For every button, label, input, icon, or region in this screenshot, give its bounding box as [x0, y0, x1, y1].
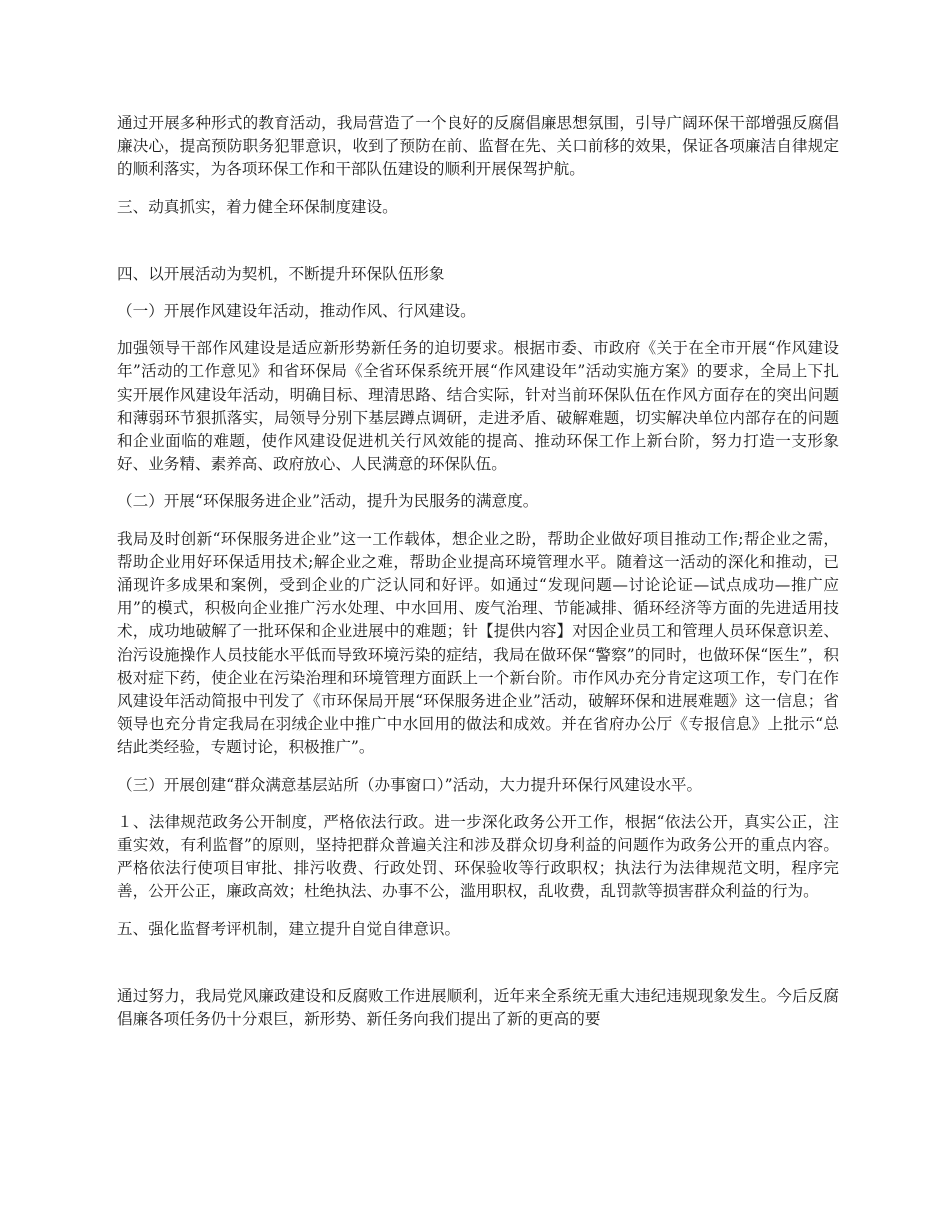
heading-section-five: 五、强化监督考评机制，建立提升自觉自律意识。	[117, 919, 461, 938]
heading-section-three: 三、动真抓实，着力健全环保制度建设。	[117, 197, 398, 216]
paragraph-conclusion: 通过努力，我局党风廉政建设和反腐败工作进展顺利，近年来全系统无重大违纪违规现象发生。今后反腐倡廉各项任务仍十分艰巨，新形势、新任务向我们提出了新的更高的要	[117, 986, 839, 1029]
paragraph-service-enterprise: 我局及时创新“环保服务进企业”这一工作载体，想企业之盼，帮助企业做好项目推动工作;帮企业之需，帮助企业用好环保适用技术;解企业之难，帮助企业提高环境管理水平。随着这一活动的深化和推动，已涌现许多成果和案例，受到企业的广泛认同和好评。如通过“发现问题—讨论论证—试点成功—推广应用”的模式，积极向企业推广污水处理、中水回用、废气治理、节能减排、循环经济等方面的先进适用技术，成功地破解了一批环保和企业进展中的难题；针【提供内容】对因企业员工和管理人员环保意识差、治污设施操作人员技能水平低而导致环境污染的症结，我局在做环保“警察”的同时，也做环保“医生”，积极对症下药，使企业在污染治理和环境管理方面跃上一个新台阶。市作风办充分肯定这项工作，专门在作风建设年活动简报中刊发了《市环保局开展“环保服务进企业”活动，破解环保和进展难题》这一信息；省领导也充分肯定我局在羽绒企业中推广中水回用的做法和成效。并在省府办公厅《专报信息》上批示“总结此类经验，专题讨论，积极推广”。	[117, 529, 839, 757]
paragraph-style-building: 加强领导干部作风建设是适应新形势新任务的迫切要求。根据市委、市政府《关于在全市开展“作风建设年”活动的工作意见》和省环保局《全省环保系统开展“作风建设年”活动实施方案》的要求，全局上下扎实开展作风建设年活动，明确目标、理清思路、结合实际，针对当前环保队伍在作风方面存在的突出问题和薄弱环节狠抓落实，局领导分别下基层蹲点调研，走进矛盾、破解难题，切实解决单位内部存在的问题和企业面临的难题，使作风建设促进机关行风效能的提高、推动环保工作上新台阶，努力打造一支形象好、业务精、素养高、政府放心、人民满意的环保队伍。	[117, 339, 839, 474]
document-body	[117, 112, 839, 1045]
paragraph-education-activities: 通过开展多种形式的教育活动，我局营造了一个良好的反腐倡廉思想氛围，引导广阔环保干部增强反腐倡廉决心，提高预防职务犯罪意识，收到了预防在前、监督在先、关口前移的效果，保证各项廉洁自律规定的顺利落实，为各项环保工作和干部队伍建设的顺利开展保驾护航。	[117, 114, 839, 179]
subheading-service-enterprise: （二）开展“环保服务进企业”活动，提升为民服务的满意度。	[117, 492, 539, 511]
subheading-satisfied-stations: （三）开展创建“群众满意基层站所（办事窗口）”活动，大力提升环保行风建设水平。	[117, 775, 703, 794]
paragraph-law-disclosure: １、法律规范政务公开制度，严格依法行政。进一步深化政务公开工作，根据“依法公开，真实公正，注重实效，有利监督”的原则，坚持把群众普遍关注和涉及群众切身利益的问题作为政务公开的重点内容。严格依法行使项目审批、排污收费、行政处罚、环保验收等行政职权；执法行为法律规范文明，程序完善，公开公正，廉政高效；杜绝执法、办事不公，滥用职权，乱收费，乱罚款等损害群众利益的行为。	[117, 812, 839, 901]
heading-section-four: 四、以开展活动为契机，不断提升环保队伍形象	[117, 264, 445, 283]
subheading-style-year: （一）开展作风建设年活动，推动作风、行风建设。	[117, 302, 476, 321]
